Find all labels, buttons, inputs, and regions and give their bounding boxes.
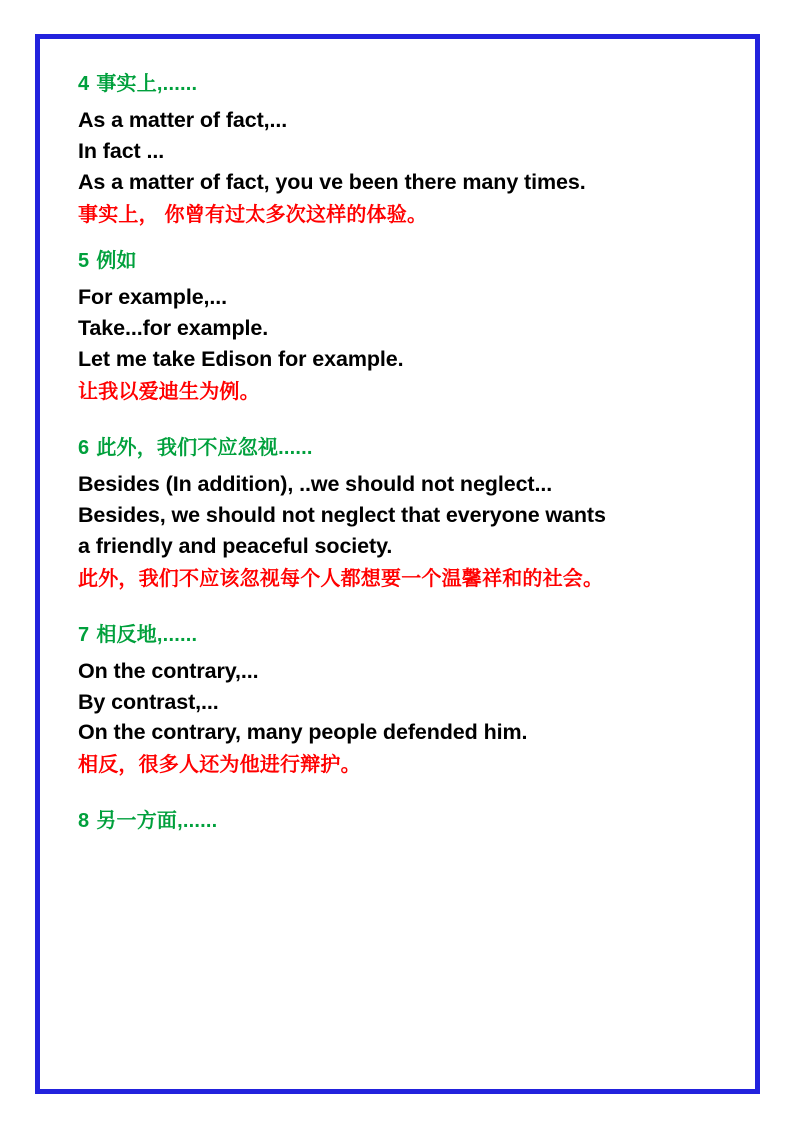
example-line: Let me take Edison for example. bbox=[78, 346, 404, 371]
example-line: Besides, we should not neglect that everyone wants bbox=[78, 502, 606, 527]
section-title: 此外，我们不应忽视...... bbox=[96, 436, 313, 459]
example-line: As a matter of fact,... bbox=[78, 108, 288, 132]
section-number: 5 bbox=[78, 249, 90, 272]
section-heading bbox=[78, 620, 733, 650]
document-content bbox=[78, 69, 733, 1079]
section-number: 4 bbox=[78, 73, 90, 95]
example-line: For example,... bbox=[78, 284, 228, 309]
example-line: a friendly and peaceful society. bbox=[78, 533, 393, 558]
section-heading bbox=[78, 246, 733, 276]
example-line: By contrast,... bbox=[78, 689, 219, 714]
section-4 bbox=[78, 69, 733, 230]
section-title: 事实上,...... bbox=[96, 73, 198, 95]
example-line: Besides (In addition), ..we should not neglect... bbox=[78, 471, 553, 496]
translation-line: 让我以爱迪生为例。 bbox=[78, 380, 260, 403]
section-title: 另一方面,...... bbox=[96, 810, 218, 833]
translation-line: 此外，我们不应该忽视每个人都想要一个温馨祥和的社会。 bbox=[78, 567, 604, 590]
section-title: 相反地,...... bbox=[96, 623, 198, 646]
section-heading bbox=[78, 69, 733, 99]
section-number: 8 bbox=[78, 810, 90, 833]
section-number: 7 bbox=[78, 623, 90, 646]
section-6 bbox=[78, 433, 733, 594]
section-heading bbox=[78, 806, 733, 836]
section-8 bbox=[78, 806, 733, 836]
section-7 bbox=[78, 620, 733, 781]
example-line: Take...for example. bbox=[78, 315, 269, 340]
section-number: 6 bbox=[78, 436, 90, 459]
section-heading bbox=[78, 433, 733, 463]
section-title: 例如 bbox=[96, 249, 137, 272]
translation-line: 事实上， 你曾有过太多次这样的体验。 bbox=[78, 203, 428, 226]
example-line: On the contrary, many people defended him. bbox=[78, 720, 528, 745]
example-line: As a matter of fact, you ve been there many times. bbox=[78, 169, 586, 194]
translation-line: 相反，很多人还为他进行辩护。 bbox=[78, 754, 361, 777]
example-line: In fact ... bbox=[78, 138, 165, 163]
section-5 bbox=[78, 246, 733, 407]
page-border-frame bbox=[35, 34, 760, 1094]
example-line: On the contrary,... bbox=[78, 658, 259, 683]
